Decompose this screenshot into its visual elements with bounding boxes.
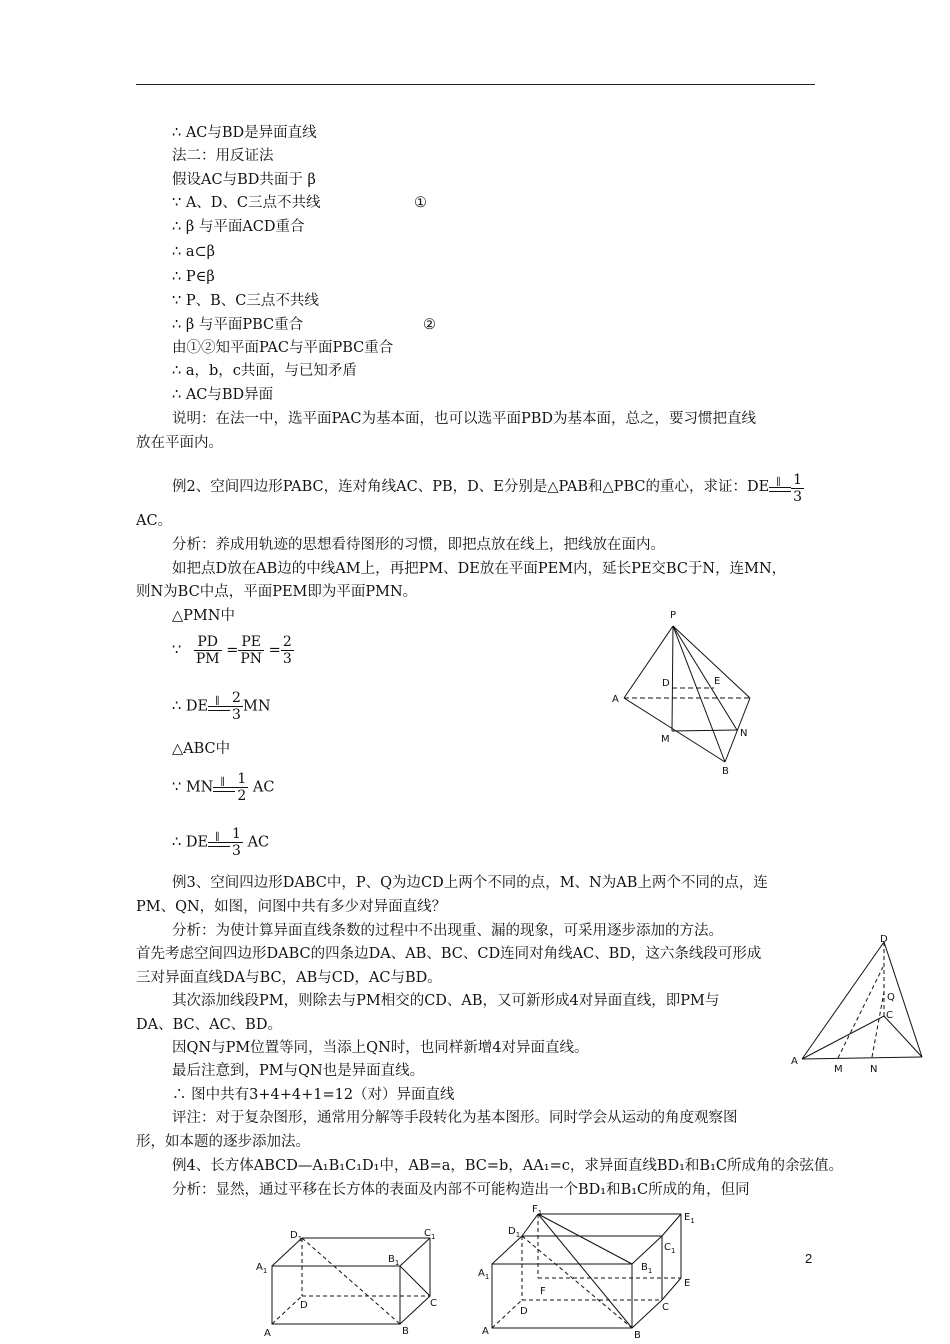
text-line: 则N为BC中点，平面PEM即为平面PMN。 <box>136 584 418 600</box>
label-A: A <box>612 694 619 705</box>
label-B1: B <box>388 1254 395 1265</box>
svg-text:D1: $D_1$ <box>290 1230 303 1243</box>
svg-text:F1: $F_1$ <box>532 1204 543 1217</box>
label-A1: A <box>478 1268 485 1279</box>
label-M: M <box>661 734 670 745</box>
ratio-equation: ∵ $\frac{PD}{PM}$ = $\frac{PE}{PN}$ = $\frac{2}{3}$ <box>172 634 292 667</box>
label-D: D <box>662 678 670 689</box>
text-line: ∴ a，b，c共面，与已知矛盾 <box>172 363 357 379</box>
label-D1: D <box>508 1226 516 1237</box>
text-line: 因QN与PM位置等同，当添上QN时，也同样新增4对异面直线。 <box>172 1040 589 1056</box>
text-line: ∵ A、D、C三点不共线 <box>172 195 321 211</box>
ex2-text: 例2、空间四边形PABC，连对角线AC、PB，D、E分别是△PAB和△PBC的重心，求证：DE <box>172 479 770 495</box>
fraction: $\frac{1}{3}$ <box>793 472 803 505</box>
label-D: D <box>520 1306 528 1317</box>
svg-text:B1: $B_1$ <box>641 1262 653 1275</box>
text-line: ∵ P、B、C三点不共线 <box>172 293 319 309</box>
text-line: ∴ β 与平面ACD重合 <box>172 219 305 235</box>
text-line: 放在平面内。 <box>136 435 223 451</box>
text-line: ∴ a⊂β <box>172 244 216 260</box>
text-line: 由①②知平面PAC与平面PBC重合 <box>172 340 394 356</box>
svg-text:E1: $E_1$ <box>684 1212 695 1225</box>
text-line: ∴ P∈β <box>172 269 215 285</box>
tetrahedron-figure <box>608 606 758 776</box>
label-D: D <box>880 934 888 945</box>
text-line: 首先考虑空间四边形DABC的四条边DA、AB、BC、CD连同对角线AC、BD，这六条线段可形成 <box>136 946 762 962</box>
label-A: A <box>482 1326 489 1337</box>
fraction: $\frac{2}{3}$ <box>282 634 292 667</box>
label-C: C <box>662 1302 669 1313</box>
label-B: B <box>402 1326 409 1337</box>
label-B1: B <box>641 1262 648 1273</box>
label-E1: E <box>684 1212 691 1223</box>
fraction: $\frac{1}{3}$ <box>232 826 241 859</box>
label-Q: Q <box>887 992 895 1003</box>
label-A1: A <box>256 1262 263 1273</box>
label-N: N <box>740 728 748 739</box>
text-line: ∴ 图中共有3+4+4+1=12（对）异面直线 <box>172 1087 455 1103</box>
text-line: 最后注意到，PM与QN也是异面直线。 <box>172 1063 425 1079</box>
text-line: 分析：显然，通过平移在长方体的表面及内部不可能构造出一个BD₁和B₁C所成的角，但同 <box>172 1182 750 1198</box>
text-line: 例4、长方体ABCD—A₁B₁C₁D₁中，AB=a，BC=b，AA₁=c，求异面直线BD₁和B₁C所成角的余弦值。 <box>172 1158 843 1174</box>
label-C: C <box>430 1298 437 1309</box>
text-line: ∴ AC与BD异面 <box>172 387 274 403</box>
text-line: 评注：对于复杂图形，通常用分解等手段转化为基本图形。同时学会从运动的角度观察图 <box>172 1110 738 1126</box>
label-F1: F <box>532 1204 538 1215</box>
de-mn-equation: ∴ DE ∥ $\frac{2}{3}$ MN <box>172 690 271 723</box>
parallel-equal-sign: ∥ <box>769 483 791 492</box>
label-B: B <box>634 1330 641 1341</box>
label-D1: D <box>290 1230 298 1241</box>
svg-text:A1: $A_1$ <box>256 1262 268 1275</box>
text-line: △PMN中 <box>172 608 235 624</box>
label-F: F <box>540 1286 546 1297</box>
label-E: E <box>684 1278 691 1289</box>
text-line: ∴ AC与BD是异面直线 <box>172 125 317 141</box>
text-line: 其次添加线段PM，则除去与PM相交的CD、AB，又可新形成4对异面直线，即PM与 <box>172 993 720 1009</box>
label-P: P <box>670 610 677 621</box>
text-line: DA、BC、AC、BD。 <box>136 1017 282 1033</box>
label-C1: C <box>664 1242 671 1253</box>
page-number: 2 <box>805 1251 813 1266</box>
mn-ac-equation: ∵ MN ∥ $\frac{1}{2}$ AC <box>172 771 275 804</box>
extended-cuboid-figure <box>476 1202 706 1342</box>
label-M: M <box>834 1064 843 1075</box>
text-line: 三对异面直线DA与BC，AB与CD，AC与BD。 <box>136 970 442 986</box>
text-line: 说明：在法一中，选平面PAC为基本面，也可以选平面PBD为基本面，总之，要习惯把直线 <box>172 411 757 427</box>
text-line: 分析：养成用轨迹的思想看待图形的习惯，即把点放在线上，把线放在面内。 <box>172 537 665 553</box>
text-line: 例3、空间四边形DABC中，P、Q为边CD上两个不同的点，M、N为AB上两个不同的点，连 <box>172 875 768 891</box>
cuboid-figure <box>254 1224 454 1344</box>
label-D: D <box>300 1300 308 1311</box>
text-line: 形，如本题的逐步添加法。 <box>136 1134 310 1150</box>
text-line: AC。 <box>136 513 173 529</box>
header-rule <box>136 84 815 85</box>
text-line: 法二：用反证法 <box>172 148 274 164</box>
text-line: PM、QN，如图，问图中共有多少对异面直线？ <box>136 899 447 915</box>
fraction: $\frac{2}{3}$ <box>232 690 241 723</box>
example-2-statement <box>172 472 804 505</box>
tetrahedron-dabc-figure <box>788 932 928 1075</box>
label-B: B <box>722 766 729 777</box>
text-line: △ABC中 <box>172 741 231 757</box>
fraction: $\frac{PE}{PN}$ <box>240 634 263 667</box>
text-line: 如把点D放在AB边的中线AM上，再把PM、DE放在平面PEM内，延长PE交BC于N，连MN， <box>172 561 787 577</box>
text-line: 分析：为使计算异面直线条数的过程中不出现重、漏的现象，可采用逐步添加的方法。 <box>172 923 723 939</box>
svg-text:C1: $C_1$ <box>424 1228 436 1241</box>
label-N: N <box>870 1064 878 1075</box>
svg-text:A1: $A_1$ <box>478 1268 490 1281</box>
svg-text:C1: $C_1$ <box>664 1242 676 1255</box>
de-ac-equation: ∴ DE ∥ $\frac{1}{3}$ AC <box>172 826 270 859</box>
circled-mark-1: ① <box>414 195 427 211</box>
text-line: ∴ β 与平面PBC重合 <box>172 317 304 333</box>
label-A: A <box>264 1328 271 1339</box>
fraction: $\frac{PD}{PM}$ <box>195 634 220 667</box>
label-E: E <box>714 676 721 687</box>
label-A: A <box>791 1056 798 1067</box>
label-C: C <box>886 1010 893 1021</box>
svg-text:D1: $D_1$ <box>508 1226 521 1239</box>
circled-mark-2: ② <box>423 317 436 333</box>
label-C1: C <box>424 1228 431 1239</box>
fraction: $\frac{1}{2}$ <box>237 771 247 804</box>
text-line: 假设AC与BD共面于 β <box>172 172 316 188</box>
svg-text:B1: $B_1$ <box>388 1254 400 1267</box>
